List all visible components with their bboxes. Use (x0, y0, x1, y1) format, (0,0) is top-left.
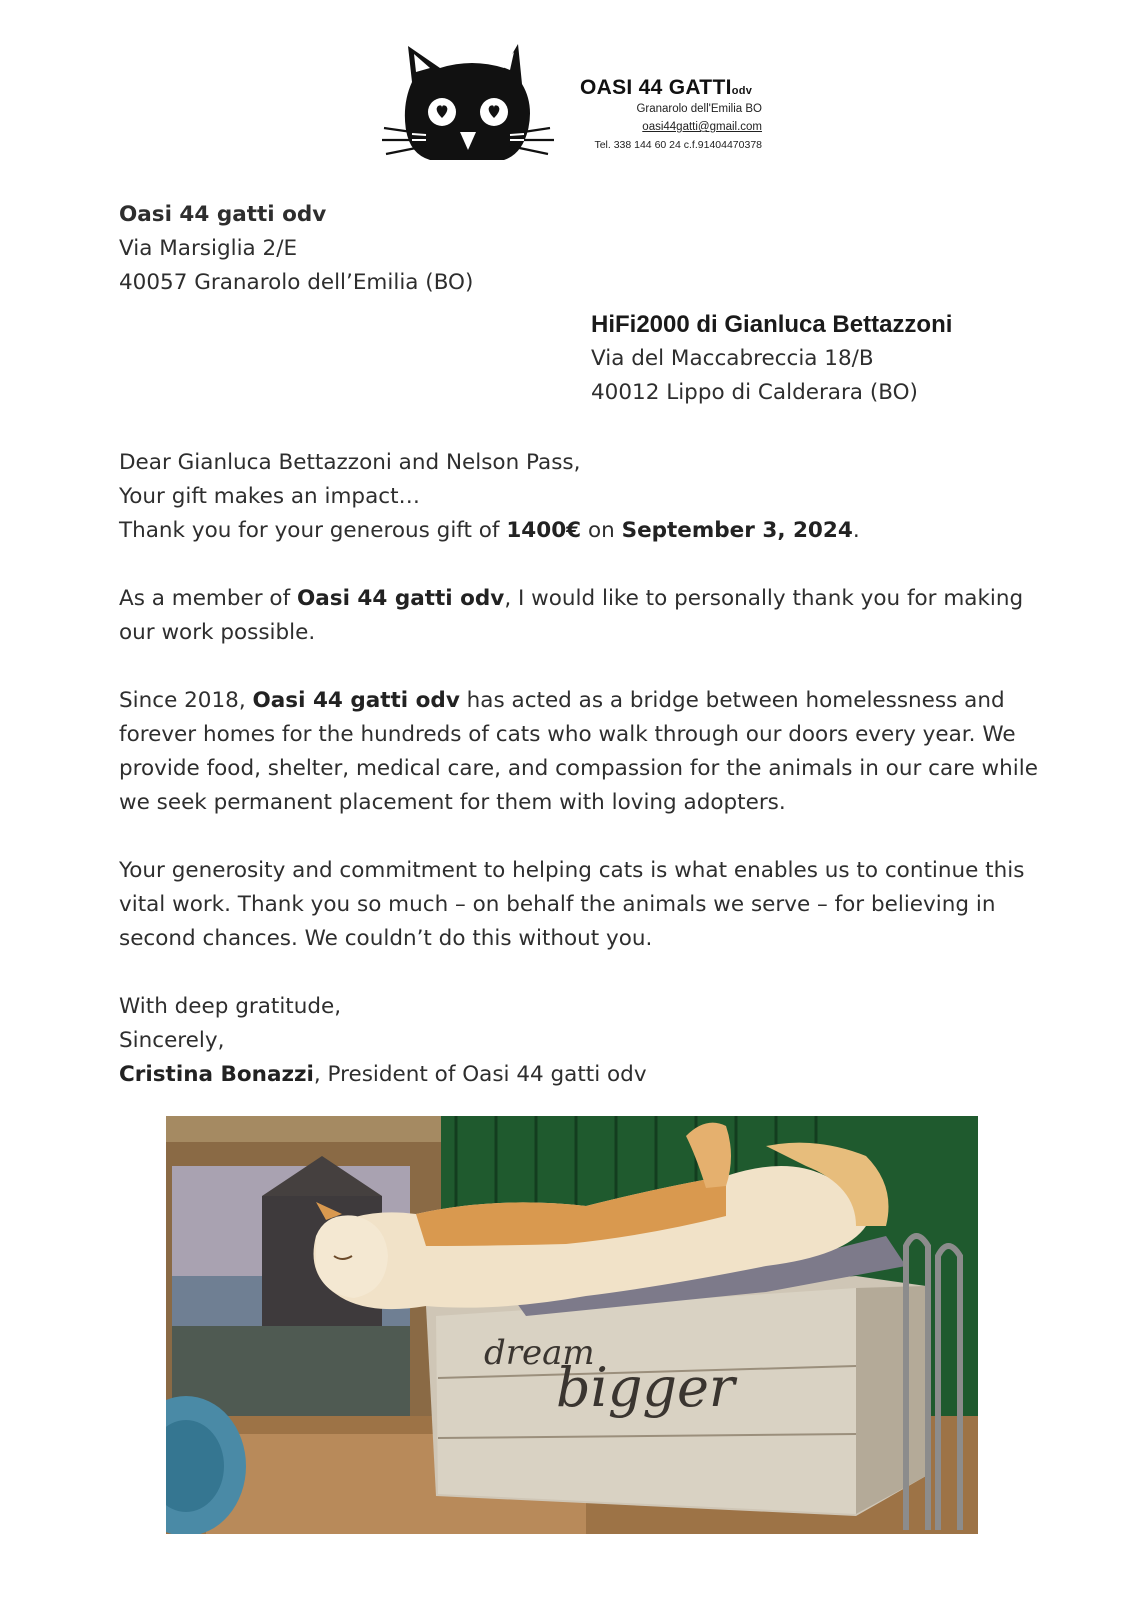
sender-address (119, 198, 473, 300)
closing-2: Sincerely, (119, 1028, 225, 1053)
gratitude-paragraph: Your generosity and commitment to helping cats is what enables us to continue this vital work. Thank you so much – on behalf the animals we serve – for believing in second chances. We couldn’t do this without you. (119, 858, 1025, 951)
org-name: OASI 44 GATTIodv (580, 76, 753, 99)
recipient-street: Via del Maccabreccia 18/B (591, 346, 874, 371)
thanks-line: Thank you for your generous gift of 1400€ on September 3, 2024. (119, 518, 860, 543)
letterhead (382, 40, 762, 162)
sender-city: 40057 Granarolo dell’Emilia (BO) (119, 270, 474, 295)
signer-name: Cristina Bonazzi (119, 1062, 314, 1087)
crate-word-bigger: bigger (556, 1356, 735, 1419)
sender-street: Via Marsiglia 2/E (119, 236, 298, 261)
member-paragraph: As a member of Oasi 44 gatti odv, I would like to personally thank you for making our work possible. (119, 586, 1024, 645)
history-paragraph: Since 2018, Oasi 44 gatti odv has acted as a bridge between homelessness and forever homes for the hundreds of cats who walk through our doors every year. We provide food, shelter, medical care, and compassion for the animals in our care while we seek permanent placement for them with loving adopters. (119, 688, 1038, 815)
org-suffix: odv (731, 85, 753, 97)
greeting-paragraph (119, 446, 1039, 548)
recipient-city: 40012 Lippo di Calderara (BO) (591, 380, 918, 405)
signer: Cristina Bonazzi, President of Oasi 44 gatti odv (119, 1062, 647, 1087)
org-phone: Tel. 338 144 60 24 c.f.91404470378 (594, 139, 762, 151)
gift-date: September 3, 2024 (621, 518, 853, 543)
signature-block (119, 990, 1039, 1092)
org-info (578, 76, 762, 154)
gift-amount: 1400€ (506, 518, 582, 543)
closing-1: With deep gratitude, (119, 994, 342, 1019)
cat-photo (166, 1116, 978, 1534)
letter-body (119, 446, 1039, 1126)
sender-name: Oasi 44 gatti odv (119, 202, 327, 227)
recipient-address (591, 308, 952, 410)
org-city: Granarolo dell'Emilia BO (636, 103, 762, 115)
salutation: Dear Gianluca Bettazzoni and Nelson Pass, (119, 450, 581, 475)
cat-logo-icon (382, 42, 562, 164)
org-email[interactable]: oasi44gatti@gmail.com (642, 121, 762, 133)
crate-word-dream: dream (484, 1333, 595, 1373)
impact-line: Your gift makes an impact… (119, 484, 420, 509)
recipient-name: HiFi2000 di Gianluca Bettazzoni (591, 311, 953, 338)
cat-photo-illustration (166, 1116, 978, 1534)
